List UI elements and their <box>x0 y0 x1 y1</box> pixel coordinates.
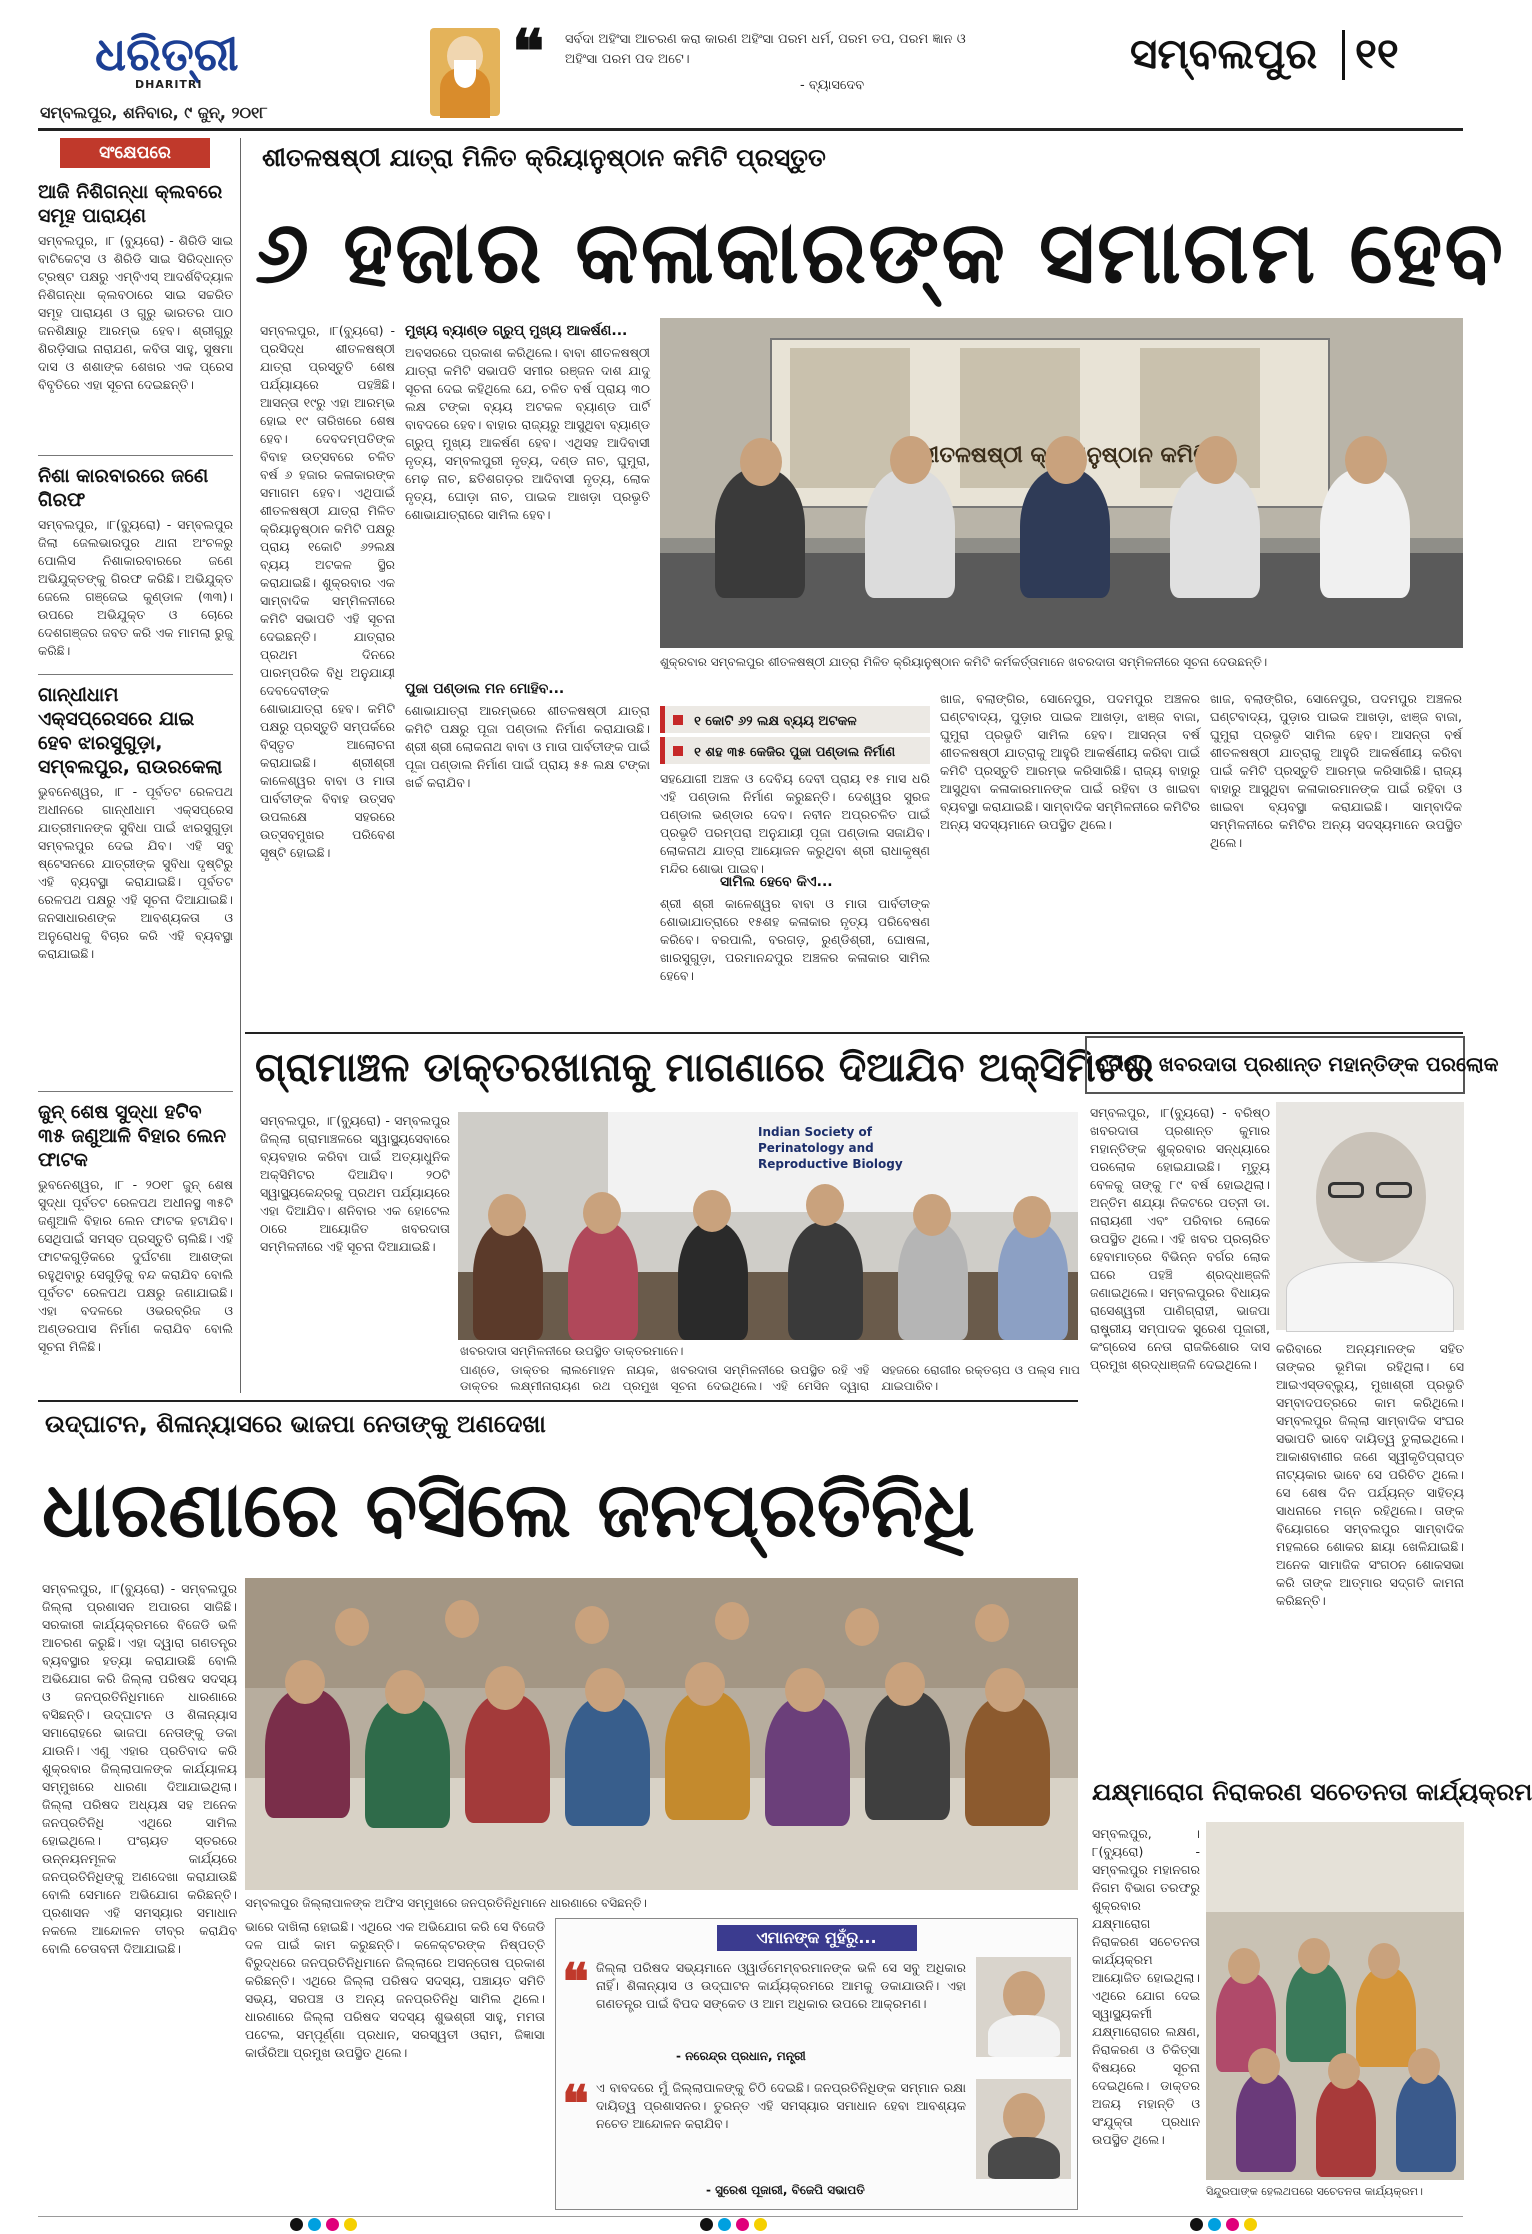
lead-photo-caption: ଶୁକ୍ରବାର ସମ୍ବଲପୁର ଶୀତଳଷଷ୍ଠୀ ଯାତ୍ରା ମିଳିତ କ୍ରିୟାନୁଷ୍ଠାନ କମିଟି କର୍ମକର୍ତ୍ତାମାନେ ଖବରଦାତା ସମ୍ମିଳନୀରେ ସୂଚନା ଦେଉଛନ୍ତି। <box>660 655 1268 669</box>
fact-bullet-icon <box>673 715 683 725</box>
quote-1-author: - ନରେନ୍ଦ୍ର ପ୍ରଧାନ, ମନ୍ତ୍ରୀ <box>676 2049 806 2063</box>
obit-portrait <box>1276 1102 1464 1330</box>
fact-item <box>660 737 930 764</box>
sage-portrait <box>430 28 500 116</box>
lead-col3-subhead: ସାମିଲ ହେବେ କିଏ... <box>720 874 833 890</box>
obit-column-1: ସମ୍ବଲପୁର, ।୮(ବ୍ୟୁରୋ) - ବରିଷ୍ଠ ଖବରଦାତା ପ୍ରଶାନ୍ତ କୁମାର ମହାନ୍ତିଙ୍କ ଶୁକ୍ରବାର ସନ୍ଧ୍ୟାରେ ପରଲୋକ ହୋଇଯାଇଛି। ମୃତ୍ୟୁ ବେଳକୁ ତାଙ୍କୁ ୮୯ ବର୍ଷ ହୋଇଥିଲା। ଅନ୍ତିମ ଶଯ୍ୟା ନିକଟରେ ପତ୍ନୀ ଡା. ନାରାୟଣୀ ଏବଂ ପରିବାର ଲୋକେ ଉପସ୍ଥିତ ଥିଲେ। ଏହି ଖବର ପ୍ରଚାରିତ ହେବାମାତ୍ରେ ବିଭିନ୍ନ ବର୍ଗର ଲୋକ ଘରେ ପହଞ୍ଚି ଶ୍ରଦ୍ଧାଞ୍ଜଳି ଜଣାଇଥିଲେ। ସମ୍ବଲପୁରର ବିଧାୟକ ରାସେଶ୍ୱରୀ ପାଣିଗ୍ରାହୀ, ଭାଜପା ରାଷ୍ଟ୍ରୀୟ ସମ୍ପାଦକ ସୁରେଶ ପୂଜାରୀ, କଂଗ୍ରେସ ନେତା ରାଜକିଶୋର ଦାସ ପ୍ରମୁଖ ଶ୍ରଦ୍ଧାଞ୍ଜଳି ଦେଇଥିଲେ। <box>1090 1105 1270 1372</box>
lead-photo-banner: ଶ୍ରୀତଳଷଷ୍ଠୀ କ୍ରିୟାନୁଷ୍ଠାନ କମିଟି <box>901 443 1209 468</box>
masthead-quote-author: - ବ୍ୟାସଦେବ <box>800 78 865 93</box>
masthead-quote-icon: ❝ <box>512 17 545 87</box>
quote-2-text: ଏ ବାବଦରେ ମୁଁ ଜିଲ୍ଲାପାଳଙ୍କୁ ଚିଠି ଦେଇଛି। ଜନପ୍ରତିନିଧିଙ୍କ ସମ୍ମାନ ରକ୍ଷା ଦାୟିତ୍ୱ ପ୍ରଶାସନର। ତୁରନ୍ତ ଏହି ସମସ୍ୟାର ସମାଧାନ ହେବା ଆବଶ୍ୟକ ନଚେତ ଆନ୍ଦୋଳନ କରାଯିବ। <box>596 2080 966 2131</box>
quote-open-icon: ❝ <box>562 1952 589 2011</box>
brief-headline: ଗାନ୍ଧୀଧାମ ଏକ୍ସପ୍ରେସରେ ଯାଇ ହେବ ଝାରସୁଗୁଡ଼ା, ସମ୍ବଲପୁର, ରାଉରକେଲା <box>38 684 223 778</box>
fact-text: ୧ କୋଟି ୬୨ ଲକ୍ଷ ବ୍ୟୟ ଅଟକଳ <box>694 714 857 729</box>
lead-col2-text-b: ଶୋଭାଯାତ୍ରା ଆରମ୍ଭରେ ଶୀତଳଷଷ୍ଠୀ ଯାତ୍ରା କମିଟି ପକ୍ଷରୁ ପୂଜା ପଣ୍ଡାଲ ନିର୍ମାଣ କରାଯାଉଛି। ଶ୍ରୀ ଶ୍ରୀ ଲୋକନାଥ ବାବା ଓ ମାତା ପାର୍ବତୀଙ୍କ ପାଇଁ ପୂଜା ପଣ୍ଡାଲ ନିର୍ମାଣ ପାଇଁ ପ୍ରାୟ ୫୫ ଲକ୍ଷ ଟଙ୍କା ଖର୍ଚ୍ଚ କରାଯିବ। <box>405 703 650 790</box>
story4-column-1: ସମ୍ବଲପୁର, ।୮(ବ୍ୟୁରୋ) - ସମ୍ବଲପୁର ମହାନଗର ନିଗମ ବିଭାଗ ତରଫରୁ ଶୁକ୍ରବାର ଯକ୍ଷ୍ମାରୋଗ ନିରାକରଣ ସଚେତନତା କାର୍ଯ୍ୟକ୍ରମ ଆୟୋଜିତ ହୋଇଥିଲା। ଏଥିରେ ଯୋଗ ଦେଇ ସ୍ୱାସ୍ଥ୍ୟକର୍ମୀ ଯକ୍ଷ୍ମାରୋଗର ଲକ୍ଷଣ, ନିରାକରଣ ଓ ଚିକିତ୍ସା ବିଷୟରେ ସୂଚନା ଦେଇଥିଲେ। ଡାକ୍ତର ଅଜୟ ମହାନ୍ତି ଓ ସଂଯୁକ୍ତା ପ୍ରଧାନ ଉପସ୍ଥିତ ଥିଲେ। <box>1092 1826 1200 2147</box>
brief-body: ସମ୍ବଲପୁର, ।୮ (ବ୍ୟୁରୋ) - ଶିରିଡି ସାଇ ବାଟିକେଟ୍ସ ଓ ଶିରିଡି ସାଇ ସିରିଦ୍ଧାନ୍ତ ଟ୍ରଷ୍ଟ ପକ୍ଷରୁ ଏମ୍‌ବିଏସ୍ ଆଦର୍ଶବିଦ୍ୟାଳ ନିଶିଗନ୍ଧା କ୍ଲବଠାରେ ସାଇ ସଚ୍ଚରିତ ସମୂହ ପାରାୟଣ ଓ ଗୁରୁ ଭାରତର ପାଠ ଜନଶିକ୍ଷାରୁ ଆରମ୍ଭ ହେବ। ଶ୍ରୀଗୁରୁ ଶିରଡ଼ିସାଇ ନାରାଯଣ, କବିତା ସାହୁ, ସୁଷମା ଦାସ ଓ ଶଶାଙ୍କ ଶେଖର ଏକ ପ୍ରେସ ବିବୃତିରେ ଏହା ସୂଚନା ଦେଇଛନ୍ତି। <box>38 233 233 392</box>
fact-text: ୧ ଶହ ୩୫ କେଜିର ପୁଜା ପଣ୍ଡାଲ ନିର୍ମାଣ <box>694 745 896 760</box>
story2-headline: ଗ୍ରାମାଞ୍ଚଳ ଡାକ୍ତରଖାନାକୁ ମାଗଣାରେ ଦିଆଯିବ ଅକ୍ସିମିଟର <box>255 1045 1154 1091</box>
brief-headline: ନିଶା କାରବାରରେ ଜଣେ ଗିରଫ <box>38 465 209 511</box>
brief-body: ଭୁବନେଶ୍ୱର, ।୮ - ପୂର୍ବତଟ ରେଳପଥ ଅଧୀନରେ ଗାନ୍ଧୀଧାମ ଏକ୍ସପ୍ରେସ ଯାତ୍ରୀମାନଙ୍କ ସୁବିଧା ପାଇଁ ଝାରସୁଗୁଡ଼ା ସମ୍ବଲପୁର ଦେଇ ଯିବ। ଏହି ସବୁ ଷ୍ଟେସନରେ ଯାତ୍ରୀଙ୍କ ସୁବିଧା ଦୃଷ୍ଟିରୁ ଏହି ବ୍ୟବସ୍ଥା କରାଯାଇଛି। ପୂର୍ବତଟ ରେଳପଥ ପକ୍ଷରୁ ଏହି ସୂଚନା ଦିଆଯାଇଛି। ଜନସାଧାରଣଙ୍କ ଆବଶ୍ୟକତା ଓ ଅନୁରୋଧକୁ ବିଚାର କରି ଏହି ବ୍ୟବସ୍ଥା କରାଯାଇଛି। <box>38 784 233 961</box>
lead-column-3a: ସହଯୋଗୀ ଅଞ୍ଚଳ ଓ ଦେବିୟ ଦେବୀ ପ୍ରାୟ ୧୫ ମାସ ଧରି ଏହି ପଣ୍ଡାଲ ନିର୍ମାଣ କରୁଛନ୍ତି। ଦେଶ୍ୱର ସୁରଜ ପଣ୍ଡାଲ ଭଣ୍ଡାର ଦେବ। ନବୀନ ଅପ୍ରଚଳିତ ପାଇଁ ପ୍ରଭୃତି ପରମ୍ପରା ଅନୁଯାୟୀ ପୂଜା ପଣ୍ଡାଲ ସଜାଯିବ। ଲୋକନାଥ ଯାତ୍ରା ଆୟୋଜନ କରୁଥିବା ଶ୍ରୀ ରାଧାକୃଷ୍ଣ ମନ୍ଦିର ଶୋଭା ପାଇବ। <box>660 771 930 876</box>
masthead-quote: ସର୍ବଦା ଅହିଂସା ଆଚରଣ କରା କାରଣ ଅହିଂସା ପରମ ଧର୍ମ, ପରମ ତପ, ପରମ ଜ୍ଞାନ ଓ ଅହିଂସା ପରମ ପଦ ଅଟେ। <box>565 32 966 67</box>
quotes-title: ଏମାନଙ୍କ ମୁହଁରୁ... <box>717 1925 917 1951</box>
brief-column-rule <box>240 138 241 1393</box>
lead-photo <box>660 318 1463 648</box>
brief-body: ସମ୍ବଲପୁର, ।୮(ବ୍ୟୁରୋ) - ସମ୍ବଲପୁର ଜିଲା ଜେଲଭାରପୁର ଥାନା ଅଂଚଳରୁ ପୋଲିସ ନିଶାକାରବାରରେ ଜଣେ ଅଭିଯୁକ୍ତଙ୍କୁ ଗିରଫ କରିଛି। ଅଭିଯୁକ୍ତ ଜେଲେ ଗଞ୍ଜେଇ କୁଣ୍ଡାଳ (୩୩)। ଉପରେ ଅଭିଯୁକ୍ତ ଓ ଚୋରେ ଦେଶଗଞ୍ଜର ଜବତ କରି ଏକ ମାମଲା ରୁଜୁ କରିଛି। <box>38 517 233 658</box>
lead-headline: ୬ ହଜାର କଳାକାରଙ୍କ ସମାଗମ ହେବ <box>255 203 1506 303</box>
brief-headline: ଜୁନ୍ ଶେଷ ସୁଦ୍ଧା ହଟିବ ୩୫ ଜଣୁଆଳି ବିହାର ଲେନ ଫାଟକ <box>38 1101 227 1171</box>
logo[interactable] <box>95 28 295 98</box>
story3-photo <box>245 1578 1078 1890</box>
brief-item <box>38 683 233 1083</box>
lead-column-3b: ଶ୍ରୀ ଶ୍ରୀ କାଳେଶ୍ୱର ବାବା ଓ ମାତା ପାର୍ବତୀଙ୍କ ଶୋଭାଯାତ୍ରାରେ ୧୫ଶହ କଳାକାର ନୃତ୍ୟ ପରିବେଷଣ କରିବେ। ବରପାଲି, ବରଗଡ଼, ରୁଣ୍ଡିଶ୍ରୀ, ଘୋଷଳା, ଖାରସୁଗୁଡ଼ା, ପରମାନନ୍ଦପୁର ଅଞ୍ଚଳର କଳାକାର ସାମିଲ ହେବେ। <box>660 896 930 983</box>
fact-item <box>660 706 930 733</box>
lead-column-2 <box>405 322 650 1022</box>
logo-sub: DHARITRI <box>135 78 203 91</box>
quote-2-portrait <box>976 2079 1071 2179</box>
lead-fact-box <box>660 706 930 764</box>
lead-col2-text: ଅବସରରେ ପ୍ରକାଶ କରିଥିଲେ। ବାବା ଶୀତଳଷଷ୍ଠୀ ଯାତ୍ରା କମିଟି ସଭାପତି ସମୀର ରଞ୍ଜନ ଦାଶ ଯାଦୁ ସୂଚନା ଦେଇ କହିଥିଲେ ଯେ, ଚଳିତ ବର୍ଷ ପ୍ରାୟ ୩୦ ଲକ୍ଷ ଟଙ୍କା ବ୍ୟୟ ଅଟକଳ ବ୍ୟାଣ୍ଡ ପାର୍ଟି ବାବଦରେ ହେବ। ବାହାର ରାଜ୍ୟରୁ ଆସୁଥିବା ବ୍ୟାଣ୍ଡ ଗ୍ରୁପ୍ ମୁଖ୍ୟ ଆକର୍ଷଣ ହେବ। ଏଥିସହ ଆଦିବାସୀ ନୃତ୍ୟ, ସମ୍ବଲପୁରୀ ନୃତ୍ୟ, ଦଣ୍ଡ ନାଚ, ଘୁମୁରା, ମେଢ଼ ନାଚ, ଛତିଶଗଡ଼ର ଆଦିବାସୀ ନୃତ୍ୟ, ଲୋକ ନୃତ୍ୟ, ଘୋଡ଼ା ନାଚ, ପାଇକ ଆଖଡ଼ା ପ୍ରଭୃତି ଶୋଭାଯାତ୍ରାରେ ସାମିଲ ହେବ। <box>405 345 650 522</box>
page-number: ୧୧ <box>1355 29 1399 78</box>
story3-kicker: ଉଦ୍‌ଘାଟନ, ଶିଳାନ୍ୟାସରେ ଭାଜପା ନେତାଙ୍କୁ ଅଣଦେଖା <box>45 1410 546 1438</box>
brief-label: ସଂକ୍ଷେପରେ <box>60 138 210 168</box>
story4-headline: ଯକ୍ଷ୍ମାରୋଗ ନିରାକରଣ ସଚେତନତା କାର୍ଯ୍ୟକ୍ରମ <box>1092 1778 1532 1806</box>
page-section: ସମ୍ବଲପୁର <box>1130 29 1318 78</box>
lead-column-5: ଖାଜ, ବଲାଙ୍ଗିର, ସୋନେପୁର, ପଦମପୁର ଅଞ୍ଚଳର ଘଣ୍ଟବାଦ୍ୟ, ପୁଡ଼ାର ପାଇକ ଆଖଡ଼ା, ଝାଞ୍ଜ ବାଜା, ଘୁମୁରା ପ୍ରଭୃତି ସାମିଲ ହେବ। ଆସନ୍ତା ବର୍ଷ ଶୀତଳଷଷ୍ଠୀ ଯାତ୍ରାକୁ ଆହୁରି ଆକର୍ଷଣୀୟ କରିବା ପାଇଁ କମିଟି ପ୍ରସ୍ତୁତି ଆରମ୍ଭ କରିସାରିଛି। ରାଜ୍ୟ ବାହାରୁ ଆସୁଥିବା କଳାକାରମାନଙ୍କ ପାଇଁ ରହିବା ଓ ଖାଇବା ବ୍ୟବସ୍ଥା କରାଯାଇଛି। ସାମ୍ବାଦିକ ସମ୍ମିଳନୀରେ କମିଟିର ଅନ୍ୟ ସଦସ୍ୟମାନେ ଉପସ୍ଥିତ ଥିଲେ। <box>1210 691 1462 850</box>
fact-bullet-icon <box>673 746 683 756</box>
story3-column-2: ଭାରେ ଦାଖିଲା ହୋଇଛି। ଏଥିରେ ଏକ ଅଭିଯୋଗ କରି ସେ ବିଜେଡି ଦଳ ପାଇଁ କାମ କରୁଛନ୍ତି। କଳେକ୍ଟରଙ୍କ ନିଷ୍ପତ୍ତି ବିରୁଦ୍ଧରେ ଜନପ୍ରତିନିଧିମାନେ ଜିଲ୍ଲାରେ ଅସନ୍ତୋଷ ପ୍ରକାଶ କରିଛନ୍ତି। ଏଥିରେ ଜିଲ୍ଲା ପରିଷଦ ସଦସ୍ୟ, ପଞ୍ଚାୟତ ସମିତି ସଭ୍ୟ, ସରପଞ୍ଚ ଓ ଅନ୍ୟ ଜନପ୍ରତିନିଧି ସାମିଲ ଥିଲେ। ଧାରଣାରେ ଜିଲ୍ଲା ପରିଷଦ ସଦସ୍ୟ ଶୁଭଶ୍ରୀ ସାହୁ, ମମତା ପଟେଲ, ସମ୍ପୂର୍ଣ୍ଣା ପ୍ରଧାନ, ସରସ୍ୱତୀ ଓରାମ, ଜିଜ୍ଞାସା କାଉଁରିଆ ପ୍ରମୁଖ ଉପସ୍ଥିତ ଥିଲେ। <box>245 1919 545 2060</box>
story4-photo <box>1206 1822 1464 2180</box>
obit-column-2: କରିବାରେ ଅନ୍ୟମାନଙ୍କ ସହିତ ତାଙ୍କର ଭୂମିକା ରହିଥିଲା। ସେ ଆଇଏସ୍‌ଡବ୍ଲ୍ୟୁ, ମୁଖାଶ୍ରୀ ପ୍ରଭୃତି ସମ୍ବାଦପତ୍ରରେ କାମ କରିଥିଲେ। ସମ୍ବଲପୁର ଜିଲ୍ଲା ସାମ୍ବାଦିକ ସଂଘର ସଭାପତି ଭାବେ ଦାୟିତ୍ୱ ତୁଲାଇଥିଲେ। ଆକାଶବାଣୀର ଜଣେ ସ୍ୱୀକୃତିପ୍ରାପ୍ତ ନାଟ୍ୟକାର ଭାବେ ସେ ପରିଚିତ ଥିଲେ। ସେ ଶେଷ ଦିନ ପର୍ଯ୍ୟନ୍ତ ସାହିତ୍ୟ ସାଧନାରେ ମଗ୍ନ ରହିଥିଲେ। ତାଙ୍କ ବିୟୋଗରେ ସମ୍ବଲପୁର ସାମ୍ବାଦିକ ମହଲରେ ଶୋକର ଛାୟା ଖେଳିଯାଇଛି। ଅନେକ ସାମାଜିକ ସଂଗଠନ ଶୋକସଭା କରି ତାଙ୍କ ଆତ୍ମାର ସଦ୍‌ଗତି କାମନା କରିଛନ୍ତି। <box>1276 1341 1464 1608</box>
obit-headline: ବରିଷ୍ଠ ଖବରଦାତା ପ୍ରଶାନ୍ତ ମହାନ୍ତିଙ୍କ ପରଲୋକ <box>1095 1052 1499 1076</box>
story3-photo-caption: ସମ୍ବଲପୁର ଜିଲ୍ଲାପାଳଙ୍କ ଅଫିସ ସମ୍ମୁଖରେ ଜନପ୍ରତିନିଧିମାନେ ଧାରଣାରେ ବସିଛନ୍ତି। <box>245 1896 647 1910</box>
lead-col2-text-top: ମୁଖ୍ୟ ବ୍ୟାଣ୍ଡ ଗ୍ରୁପ୍ ମୁଖ୍ୟ ଆକର୍ଷଣ... <box>405 323 628 339</box>
dateline: ସମ୍ବଲପୁର, ଶନିବାର, ୯ ଜୁନ୍, ୨୦୧୮ <box>40 103 268 122</box>
story2-column-2: ପାଣ୍ଡେ, ଡାକ୍ତର ଲାଲମୋହନ ନାୟକ, ଡାକ୍ତର ଲକ୍ଷ୍ମୀନାରାୟଣ ରଥ ପ୍ରମୁଖ ଖବରଦାତା ସମ୍ମିଳନୀରେ ଉପସ୍ଥିତ ରହି ଏହି ସୂଚନା ଦେଇଥିଲେ। ଏହି ମେସିନ ଦ୍ୱାରା ସହଜରେ ରୋଗୀର ରକ୍ତଚାପ ଓ ପଲ୍ସ ମାପ ଯାଇପାରିବ। <box>460 1363 1080 1393</box>
quotes-box <box>555 1918 1078 2210</box>
footer-rule <box>38 2216 1463 2217</box>
quote-1-portrait <box>976 1957 1071 2057</box>
lead-bottom-rule <box>245 1032 1463 1034</box>
lead-column-1: ସମ୍ବଲପୁର, ।୮(ବ୍ୟୁରୋ) - ପ୍ରସିଦ୍ଧ ଶୀତଳଷଷ୍ଠୀ ଯାତ୍ରା ପ୍ରସ୍ତୁତି ଶେଷ ପର୍ଯ୍ୟାୟରେ ପହଞ୍ଚିଛି। ଆସନ୍ତା ୧୯ରୁ ଏହା ଆରମ୍ଭ ହୋଇ ୧୯ ତାରିଖରେ ଶେଷ ହେବ। ଦେବଦମ୍ପତିଙ୍କ ବିବାହ ଉତ୍ସବରେ ଚଳିତ ବର୍ଷ ୬ ହଜାର କଳାକାରଙ୍କ ସମାଗମ ହେବ। ଏଥିପାଇଁ ଶୀତଳଷଷ୍ଠୀ ଯାତ୍ରା ମିଳିତ କ୍ରିୟାନୁଷ୍ଠାନ କମିଟି ପକ୍ଷରୁ ପ୍ରାୟ ୧କୋଟି ୬୨ଲକ୍ଷ ବ୍ୟୟ ଅଟକଳ ସ୍ଥିର କରାଯାଇଛି। ଶୁକ୍ରବାର ଏକ ସାମ୍ବାଦିକ ସମ୍ମିଳନୀରେ କମିଟି ସଭାପତି ଏହି ସୂଚନା ଦେଇଛନ୍ତି। ଯାତ୍ରାର ପ୍ରଥମ ଦିନରେ ପାରମ୍ପରିକ ବିଧି ଅନୁଯାୟୀ ଦେବଦେବୀଙ୍କ ଶୋଭାଯାତ୍ରା ହେବ। କମିଟି ପକ୍ଷରୁ ପ୍ରସ୍ତୁତି ସମ୍ପର୍କରେ ବିସ୍ତୃତ ଆଲୋଚନା କରାଯାଇଛି। ଶ୍ରୀଶ୍ରୀ କାଳେଶ୍ୱର ବାବା ଓ ମାତା ପାର୍ବତୀଙ୍କ ବିବାହ ଉତ୍ସବ ଉପଲକ୍ଷେ ସହରରେ ଉତ୍ସବମୁଖର ପରିବେଶ ସୃଷ୍ଟି ହୋଇଛି। <box>260 323 395 860</box>
story2-column-1: ସମ୍ବଲପୁର, ।୮(ବ୍ୟୁରୋ) - ସମ୍ବଲପୁର ଜିଲ୍ଲା ଗ୍ରାମାଞ୍ଚଳରେ ସ୍ୱାସ୍ଥ୍ୟସେବାରେ ବ୍ୟବହାର କରିବା ପାଇଁ ଅତ୍ୟାଧୁନିକ ଅକ୍ସିମିଟର ଦିଆଯିବ। ୨୦ଟି ସ୍ୱାସ୍ଥ୍ୟକେନ୍ଦ୍ରକୁ ପ୍ରଥମ ପର୍ଯ୍ୟାୟରେ ଏହା ଦିଆଯିବ। ଶନିବାର ଏକ ହୋଟେଲ ଠାରେ ଆୟୋଜିତ ଖବରଦାତା ସମ୍ମିଳନୀରେ ଏହି ସୂଚନା ଦିଆଯାଇଛି। <box>260 1113 450 1254</box>
section-divider <box>1342 30 1345 80</box>
story2-photo <box>458 1112 1078 1340</box>
story3-top-rule <box>38 1400 1078 1402</box>
story2-photo-caption: ଖବରଦାତା ସମ୍ମିଳନୀରେ ଉପସ୍ଥିତ ଡାକ୍ତରମାନେ। <box>460 1344 684 1358</box>
brief-item <box>38 180 233 447</box>
lead-kicker: ଶୀତଳଷଷ୍ଠୀ ଯାତ୍ରା ମିଳିତ କ୍ରିୟାନୁଷ୍ଠାନ କମିଟି ପ୍ରସ୍ତୁତ <box>262 143 826 172</box>
brief-item <box>38 464 233 666</box>
quote-open-icon: ❝ <box>562 2074 589 2133</box>
quote-2-author: - ସୁରେଶ ପୂଜାରୀ, ବିଜେପି ସଭାପତି <box>706 2183 865 2197</box>
brief-headline: ଆଜି ନିଶିଗନ୍ଧା କ୍ଲବରେ ସମୂହ ପାରାୟଣ <box>38 181 223 227</box>
story2-banner: Indian Society of Perinatology and Reproductive Biology <box>758 1125 903 1171</box>
story3-headline: ଧାରଣାରେ ବସିଲେ ଜନପ୍ରତିନିଧି <box>42 1465 975 1554</box>
lead-column-4: ଖାଜ, ବଲାଙ୍ଗିର, ସୋନେପୁର, ପଦମପୁର ଅଞ୍ଚଳର ଘଣ୍ଟବାଦ୍ୟ, ପୁଡ଼ାର ପାଇକ ଆଖଡ଼ା, ଝାଞ୍ଜ ବାଜା, ଘୁମୁରା ପ୍ରଭୃତି ସାମିଲ ହେବ। ଆସନ୍ତା ବର୍ଷ ଶୀତଳଷଷ୍ଠୀ ଯାତ୍ରାକୁ ଆହୁରି ଆକର୍ଷଣୀୟ କରିବା ପାଇଁ କମିଟି ପ୍ରସ୍ତୁତି ଆରମ୍ଭ କରିସାରିଛି। ରାଜ୍ୟ ବାହାରୁ ଆସୁଥିବା କଳାକାରମାନଙ୍କ ପାଇଁ ରହିବା ଓ ଖାଇବା ବ୍ୟବସ୍ଥା କରାଯାଇଛି। ସାମ୍ବାଦିକ ସମ୍ମିଳନୀରେ କମିଟିର ଅନ୍ୟ ସଦସ୍ୟମାନେ ଉପସ୍ଥିତ ଥିଲେ। <box>940 691 1200 832</box>
story3-column-1: ସମ୍ବଲପୁର, ।୮(ବ୍ୟୁରୋ) - ସମ୍ବଲପୁର ଜିଲ୍ଲା ପ୍ରଶାସନ ଅପାରଗ ସାଜିଛି। ସରକାରୀ କାର୍ଯ୍ୟକ୍ରମରେ ବିଜେଡି ଭଳି ଆଚରଣ କରୁଛି। ଏହା ଦ୍ୱାରା ଗଣତନ୍ତ୍ର ବ୍ୟବସ୍ଥାର ହତ୍ୟା କରାଯାଉଛି ବୋଲି ଅଭିଯୋଗ କରି ଜିଲ୍ଲା ପରିଷଦ ସଦସ୍ୟ ଓ ଜନପ୍ରତିନିଧିମାନେ ଧାରଣାରେ ବସିଛନ୍ତି। ଉଦ୍‌ଘାଟନ ଓ ଶିଳାନ୍ୟାସ ସମାରୋହରେ ଭାଜପା ନେତାଙ୍କୁ ଡକା ଯାଉନି। ଏଣୁ ଏହାର ପ୍ରତିବାଦ କରି ଶୁକ୍ରବାର ଜିଲ୍ଲାପାଳଙ୍କ କାର୍ଯ୍ୟାଳୟ ସମ୍ମୁଖରେ ଧାରଣା ଦିଆଯାଇଥିଲା। ଜିଲ୍ଲା ପରିଷଦ ଅଧ୍ୟକ୍ଷ ସହ ଅନେକ ଜନପ୍ରତିନିଧି ଏଥିରେ ସାମିଲ ହୋଇଥିଲେ। ପଂଚାୟତ ସ୍ତରରେ ଉନ୍ନୟନମୂଳକ କାର୍ଯ୍ୟରେ ଜନପ୍ରତିନିଧିଙ୍କୁ ଅଣଦେଖା କରାଯାଉଛି ବୋଲି ସେମାନେ ଅଭିଯୋଗ କରିଛନ୍ତି। ପ୍ରଶାସନ ଏହି ସମସ୍ୟାର ସମାଧାନ ନକଲେ ଆନ୍ଦୋଳନ ତୀବ୍ର କରାଯିବ ବୋଲି ଚେତାବନୀ ଦିଆଯାଇଛି। <box>42 1581 237 1956</box>
story4-photo-caption: ସିନ୍ଦୁରପାଙ୍କ ହେଲଥପରେ ସଚେତନତା କାର୍ଯ୍ୟକ୍ରମ। <box>1206 2185 1423 2198</box>
masthead <box>0 0 1500 130</box>
logo-text: ଧରିତ୍ରୀ <box>95 27 239 81</box>
quote-1-text: ଜିଲ୍ଲା ପରିଷଦ ସଭ୍ୟମାନେ ଓ୍ୱାର୍ଡମେମ୍ବରମାନଙ୍କ ଭଳି ସେ ସବୁ ଅଧିକାର ନାହିଁ। ଶିଳାନ୍ୟାସ ଓ ଉଦ୍‌ଘାଟନ କାର୍ଯ୍ୟକ୍ରମରେ ଆମକୁ ଡକାଯାଉନି। ଏହା ଗଣତନ୍ତ୍ର ପାଇଁ ବିପଦ ସଙ୍କେତ ଓ ଆମ ଅଧିକାର ଉପରେ ଆକ୍ରମଣ। <box>596 1960 966 2011</box>
masthead-rule <box>38 128 1463 131</box>
brief-body: ଭୁବନେଶ୍ୱର, ।୮ - ୨୦୧୮ ଜୁନ୍ ଶେଷ ସୁଦ୍ଧା ପୂର୍ବତଟ ରେଳପଥ ଅଧୀନସ୍ଥ ୩୫ଟି ଜଣୁଆଳି ବିହାର ଲେନ ଫାଟକ ହଟାଯିବ। ସେଥିପାଇଁ ସମସ୍ତ ପ୍ରସ୍ତୁତି ଚାଲିଛି। ଏହି ଫାଟକଗୁଡ଼ିକରେ ଦୁର୍ଘଟଣା ଆଶଙ୍କା ରହୁଥିବାରୁ ସେଗୁଡ଼ିକୁ ବନ୍ଦ କରାଯିବ ବୋଲି ପୂର୍ବତଟ ରେଳପଥ ପକ୍ଷରୁ ଜଣାଯାଇଛି। ଏହା ବଦଳରେ ଓଭରବ୍ରିଜ ଓ ଅଣ୍ଡରପାସ ନିର୍ମାଣ କରାଯିବ ବୋଲି ସୂଚନା ମିଳିଛି। <box>38 1177 233 1354</box>
lead-col2-subhead: ପୁଜା ପଣ୍ଡାଲ ମନ ମୋହିବ... <box>405 681 565 697</box>
